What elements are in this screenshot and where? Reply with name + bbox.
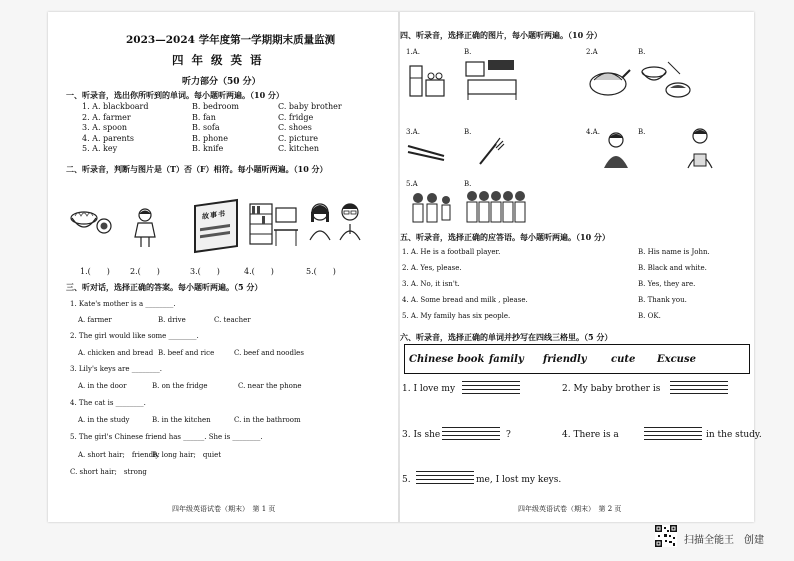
- small-family-picture-5a: [408, 190, 454, 226]
- s2-answer-4[interactable]: 4.( ): [244, 267, 274, 276]
- fill-question-3-end: ?: [506, 430, 511, 440]
- exam-title: 2023—2024 学年度第一学期期末质量监测: [126, 34, 336, 46]
- s3-option-c[interactable]: C. in the bathroom: [234, 416, 301, 424]
- s3-option-b[interactable]: B. beef and rice: [158, 349, 215, 357]
- s1-option: C. baby brother: [278, 102, 342, 111]
- s1-option: 4. A. parents: [82, 133, 134, 143]
- s1-option: 5. A. key: [82, 144, 118, 153]
- s3-question-2: 2. The girl would like some ________.: [70, 332, 199, 340]
- chopsticks-picture-3a: [406, 136, 446, 166]
- s3-option-c[interactable]: C. beef and noodles: [234, 349, 304, 357]
- s1-option: 2. A. farmer: [82, 112, 131, 122]
- s1-option: C. kitchen: [278, 144, 320, 153]
- s3-question-5: 5. The girl's Chinese friend has ______. She is ________.: [70, 433, 263, 441]
- s5-option-b[interactable]: B. OK.: [638, 312, 661, 320]
- page-1-footer: 四年级英语试卷（期末） 第 1 页: [172, 505, 276, 513]
- study-room-picture: [248, 202, 300, 248]
- four-line-grid[interactable]: [416, 468, 474, 484]
- storybook-picture: [194, 199, 238, 253]
- fill-question-4: 4. There is a: [562, 430, 619, 440]
- s1-option: C. picture: [278, 133, 319, 143]
- chicken-picture-2a: [586, 60, 632, 100]
- listening-part-heading: 听力部分（50 分）: [182, 77, 261, 87]
- s5-option-b[interactable]: B. His name is John.: [638, 248, 710, 256]
- s4-label: B.: [464, 128, 472, 136]
- s3-option-a[interactable]: A. short hair; friendly: [78, 451, 160, 459]
- doctor-picture-4b: [680, 126, 720, 170]
- four-line-grid[interactable]: [462, 378, 520, 394]
- s3-question-1: 1. Kate's mother is a ________.: [70, 300, 176, 308]
- fill-question-1: 1. I love my: [402, 384, 456, 394]
- rice-bowl-picture: [68, 202, 118, 242]
- s4-label: 5.A: [406, 180, 418, 188]
- s3-option-a[interactable]: A. in the door: [78, 382, 127, 390]
- big-family-picture-5b: [464, 188, 528, 228]
- s5-option-a[interactable]: 1. A. He is a football player.: [402, 248, 501, 256]
- s3-option-b[interactable]: B. drive: [158, 316, 186, 324]
- s1-option: B. fan: [192, 112, 216, 122]
- s2-answer-3[interactable]: 3.( ): [190, 267, 220, 276]
- s3-option-a[interactable]: A. farmer: [78, 316, 112, 324]
- word-chinese-book: Chinese book: [409, 354, 485, 365]
- s5-option-b[interactable]: B. Black and white.: [638, 264, 707, 272]
- parents-picture: [304, 200, 368, 242]
- scanner-watermark: 扫描全能王 创建: [684, 535, 764, 546]
- exam-subject: 四 年 级 英 语: [172, 53, 264, 67]
- s5-option-a[interactable]: 4. A. Some bread and milk , please.: [402, 296, 528, 304]
- section-2-heading: 二、听录音，判断与图片是（T）否（F）相符。每小题听两遍。（10 分）: [66, 164, 328, 174]
- word-excuse: Excuse: [657, 354, 696, 365]
- s4-label: 4.A.: [586, 128, 600, 136]
- word-cute: cute: [611, 354, 636, 365]
- page-2-footer: 四年级英语试卷（期末） 第 2 页: [518, 505, 622, 513]
- s2-answer-2[interactable]: 2.( ): [130, 267, 160, 276]
- section-3-heading: 三、听对话，选择正确的答案。每小题听两遍。（5 分）: [66, 282, 263, 292]
- section-1-options: [82, 102, 382, 155]
- s5-option-b[interactable]: B. Thank you.: [638, 296, 687, 304]
- storybook-title: 故事书: [202, 208, 226, 221]
- girl-picture: [130, 207, 160, 249]
- fill-question-4-end: in the study.: [706, 430, 762, 440]
- s1-option: B. knife: [192, 144, 224, 153]
- s5-option-a[interactable]: 3. A. No, it isn't.: [402, 280, 460, 288]
- s3-option-c[interactable]: C. near the phone: [238, 382, 302, 390]
- s3-option-c[interactable]: C. short hair; strong: [70, 468, 147, 476]
- s3-option-b[interactable]: B. on the fridge: [152, 382, 208, 390]
- s1-option: C. fridge: [278, 112, 314, 122]
- s5-option-a[interactable]: 2. A. Yes, please.: [402, 264, 462, 272]
- s3-question-3: 3. Lily's keys are ________.: [70, 365, 162, 373]
- fill-question-2: 2. My baby brother is: [562, 384, 661, 394]
- s3-question-4: 4. The cat is ________.: [70, 399, 146, 407]
- page-2: [400, 12, 762, 522]
- s4-label: B.: [638, 48, 646, 56]
- s3-option-c[interactable]: C. teacher: [214, 316, 251, 324]
- s1-option: B. bedroom: [192, 102, 239, 111]
- s1-option: C. shoes: [278, 123, 312, 132]
- s3-option-a[interactable]: A. chicken and bread: [78, 349, 154, 357]
- fork-picture-3b: [476, 134, 506, 168]
- s4-label: 1.A.: [406, 48, 420, 56]
- section-5-heading: 五、听录音，选择正确的应答语。每小题听两遍。（10 分）: [400, 232, 610, 242]
- four-line-grid[interactable]: [644, 424, 702, 440]
- s1-option: 3. A. spoon: [82, 123, 128, 132]
- s5-option-a[interactable]: 5. A. My family has six people.: [402, 312, 511, 320]
- section-1-heading: 一、听录音，选出你所听到的单词。每小题听两遍。（10 分）: [66, 90, 284, 100]
- s3-option-b[interactable]: B. in the kitchen: [152, 416, 211, 424]
- word-bank: [404, 344, 750, 374]
- page-1: [48, 12, 398, 522]
- fill-question-3: 3. Is she: [402, 430, 441, 440]
- kitchen-picture-1a: [406, 60, 446, 100]
- fill-question-5: 5.: [402, 475, 411, 485]
- noodles-picture-2b: [638, 58, 698, 102]
- s3-option-b[interactable]: B. long hair; quiet: [152, 451, 222, 459]
- word-friendly: friendly: [543, 354, 587, 365]
- four-line-grid[interactable]: [670, 378, 728, 394]
- fill-question-5-end: me, I lost my keys.: [476, 475, 562, 485]
- s1-option: B. phone: [192, 133, 228, 143]
- word-family: family: [489, 354, 524, 365]
- section-4-heading: 四、听录音，选择正确的图片，每小题听两遍。（10 分）: [400, 30, 602, 40]
- s2-answer-5[interactable]: 5.( ): [306, 267, 336, 276]
- four-line-grid[interactable]: [442, 424, 500, 440]
- teacher-picture-4a: [598, 130, 634, 170]
- bedroom-picture-1b: [464, 58, 520, 102]
- s2-answer-1[interactable]: 1.( ): [80, 267, 110, 276]
- s4-label: B.: [638, 128, 646, 136]
- s1-option: B. sofa: [192, 123, 220, 132]
- s3-option-a[interactable]: A. in the study: [78, 416, 130, 424]
- scanned-exam: [48, 12, 762, 522]
- s4-label: 3.A.: [406, 128, 420, 136]
- s5-option-b[interactable]: B. Yes, they are.: [638, 280, 696, 288]
- section-6-heading: 六、听录音，选择正确的单词并抄写在四线三格里。（5 分）: [400, 332, 613, 342]
- s1-option: 1. A. blackboard: [82, 102, 149, 111]
- s4-label: B.: [464, 48, 472, 56]
- s4-label: 2.A: [586, 48, 598, 56]
- s4-label: B.: [464, 180, 472, 188]
- qr-code-icon: [655, 525, 677, 547]
